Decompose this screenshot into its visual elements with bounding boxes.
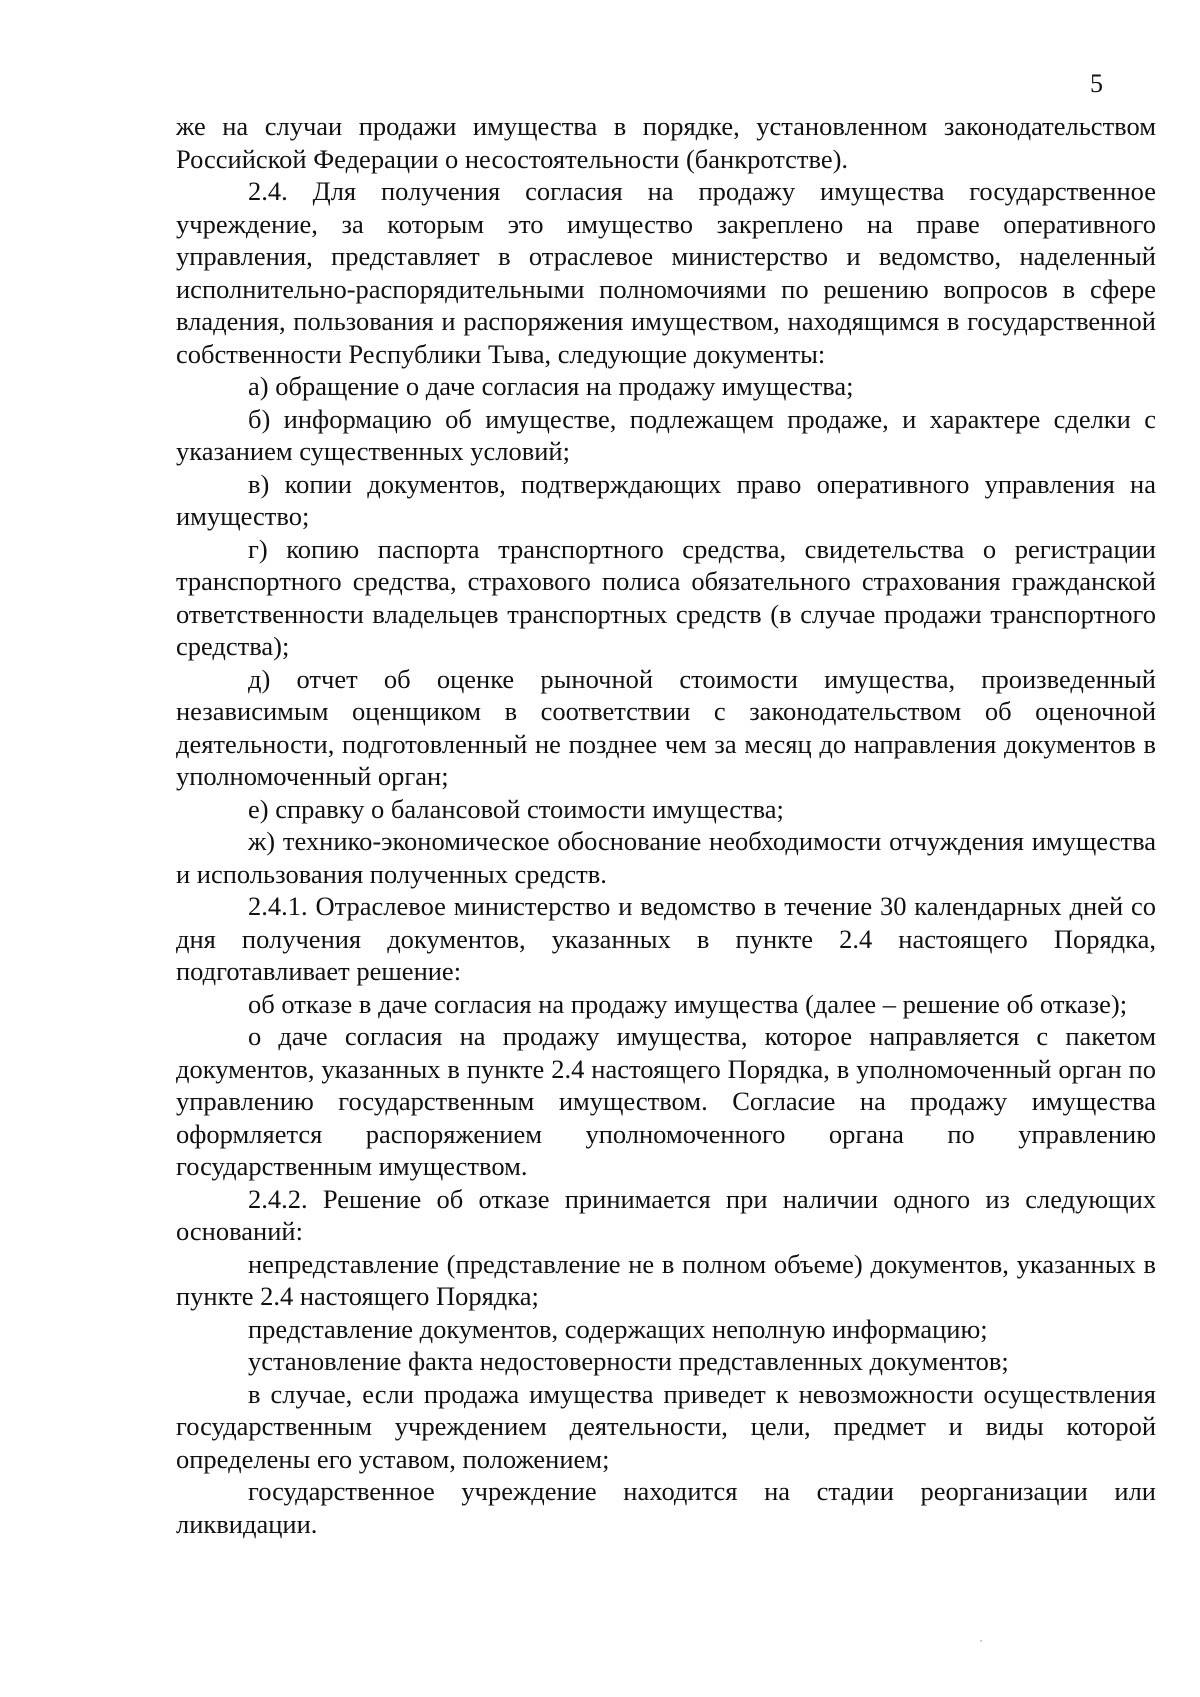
paragraph-2-4-2: 2.4.2. Решение об отказе принимается при наличии одного из следующих оснований: (176, 1183, 1156, 1246)
paragraph-2-4: 2.4. Для получения согласия на продажу имущества государственное учреждение, за которым это имущество закреплено на праве оперативного управления, представляет в отраслевое министерство и ведомство, наделенный исполнительно-распорядительными полномочиями по решению вопросов в сфере владения, пользования и распоряжения имуществом, находящимся в государственной собственности Республики Тыва, следующие документы: (176, 176, 1156, 369)
ground-impossibility-of-activity: в случае, если продажа имущества приведет к невозможности осуществления государственным учреждением деятельности, цели, предмет и виды которой определены его уставом, положением; (176, 1378, 1156, 1474)
ground-incomplete-information: представление документов, содержащих неполную информацию; (248, 1313, 988, 1344)
scan-speck (980, 1640, 982, 1642)
paragraph-2-4-1: 2.4.1. Отраслевое министерство и ведомство в течение 30 календарных дней со дня получения документов, указанных в пункте 2.4 настоящего Порядка, подготавливает решение: (176, 891, 1156, 986)
ground-incomplete-documents: непредставление (представление не в полном объеме) документов, указанных в пункте 2.4 настоящего Порядка; (176, 1248, 1156, 1311)
list-item-e: е) справку о балансовой стоимости имущества; (248, 793, 784, 824)
page-number: 5 (1090, 69, 1103, 98)
ground-reorganization: государственное учреждение находится на стадии реорганизации или ликвидации. (176, 1476, 1156, 1539)
paragraph-continuation: же на случаи продажи имущества в порядке, установленном законодательством Российской Федерации о несостоятельности (банкротстве). (176, 111, 1156, 174)
decision-refusal: об отказе в даче согласия на продажу имущества (далее – решение об отказе); (248, 988, 1128, 1019)
list-item-a: а) обращение о даче согласия на продажу имущества; (248, 371, 854, 401)
list-item-b: б) информацию об имуществе, подлежащем продаже, и характере сделки с указанием существенных условий; (176, 403, 1156, 466)
list-item-zh: ж) технико-экономическое обоснование необходимости отчуждения имущества и использования полученных средств. (176, 826, 1156, 889)
ground-unreliable-documents: установление факта недостоверности представленных документов; (248, 1346, 1009, 1376)
list-item-v: в) копии документов, подтверждающих право оперативного управления на имущество; (176, 468, 1156, 531)
decision-consent: о даче согласия на продажу имущества, которое направляется с пакетом документов, указанных в пункте 2.4 настоящего Порядка, в уполномоченный орган по управлению государственным имуществом. Согласие на продажу имущества оформляется распоряжением уполномоченного органа по управлению государственным имуществом. (176, 1021, 1156, 1181)
list-item-d: д) отчет об оценке рыночной стоимости имущества, произведенный независимым оценщиком в соответствии с законодательством об оценочной деятельности, подготовленный не позднее чем за месяц до направления документов в уполномоченный орган; (176, 663, 1156, 791)
document-body (176, 110, 1156, 1540)
list-item-g: г) копию паспорта транспортного средства, свидетельства о регистрации транспортного средства, страхового полиса обязательного страхования гражданской ответственности владельцев транспортных средств (в случае продажи транспортного средства); (176, 533, 1156, 661)
